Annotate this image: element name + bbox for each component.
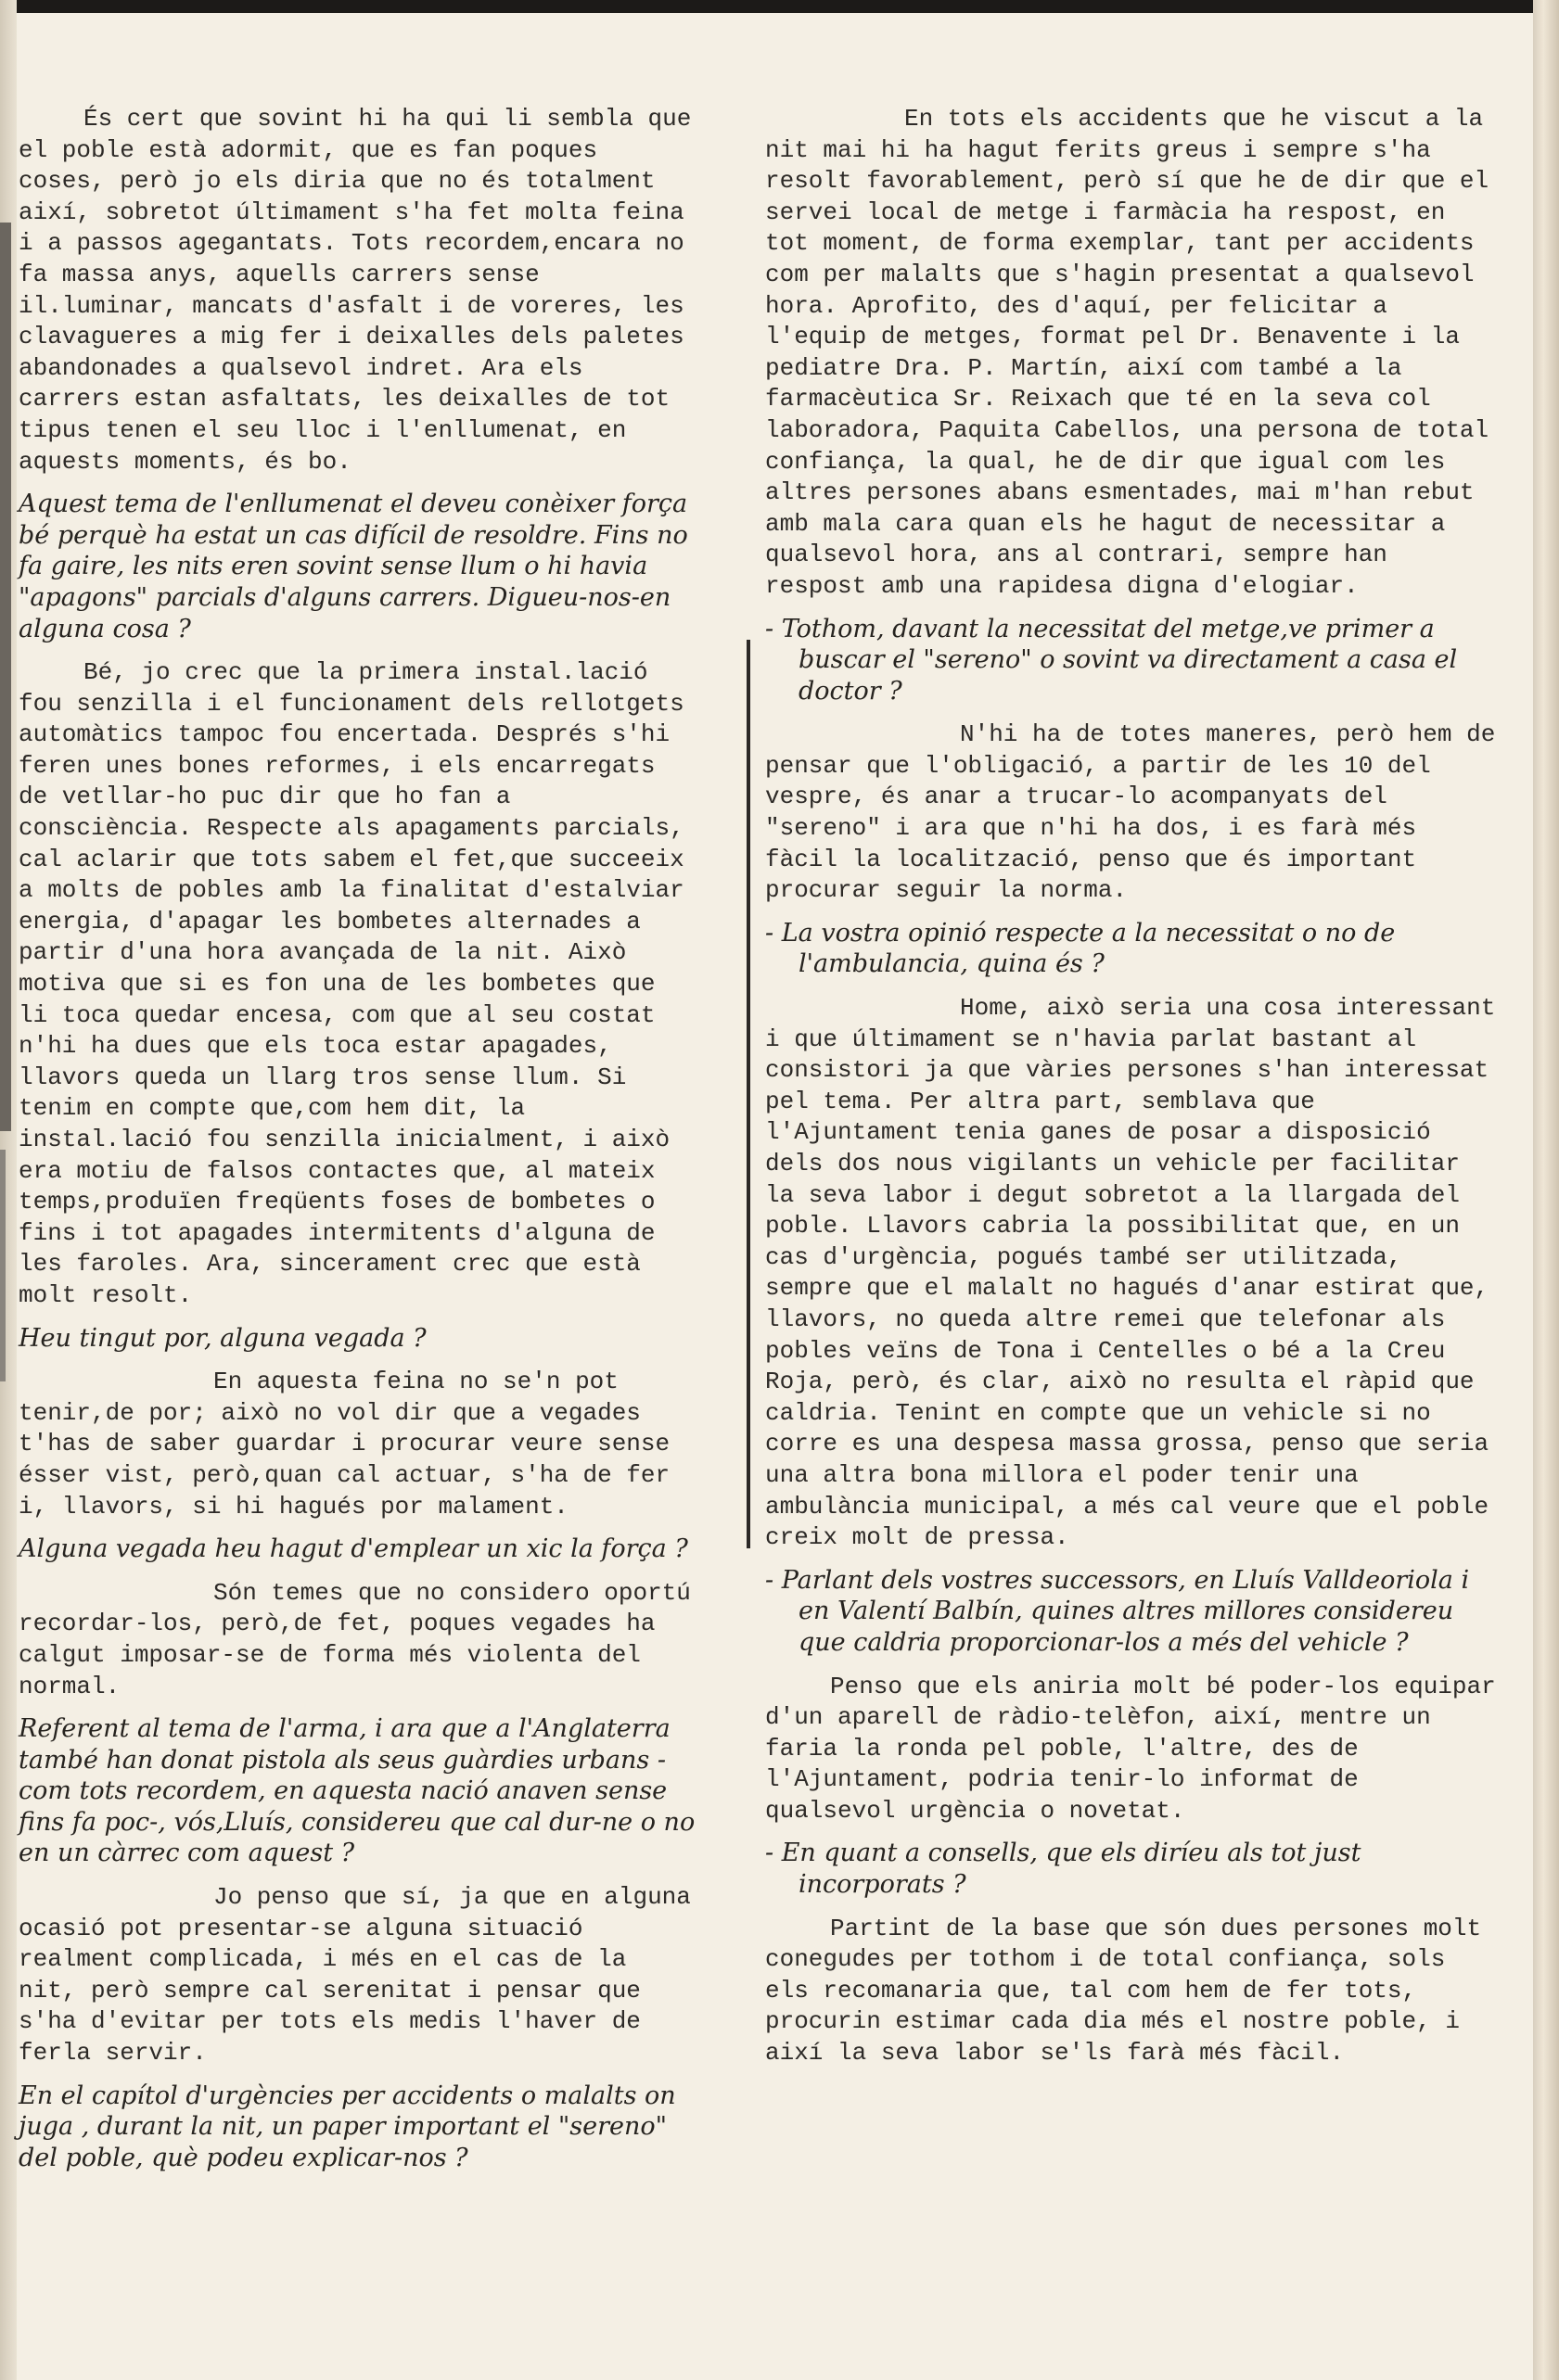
interview-question: Referent al tema de l'arma, i ara que a l'Anglaterra també han donat pistola als seus guàrdies urbans -com tots recordem, en aquesta nació anaven sense fins fa poc-, vós,Lluís, considereu que cal dur-ne o no en un càrrec com aquest ? (19, 1714, 696, 1868)
column-divider (747, 640, 750, 1548)
paragraph: En aquesta feina no se'n pot tenir,de por; això no vol dir que a vegades t'has de saber guardar i procurar veure sense ésser vist, però,quan cal actuar, s'ha de fer i, llavors, si hi hagués por malament. (19, 1368, 671, 1521)
paragraph: Són temes que no considero oportú recordar-los, però,de fet, poques vegades ha calgut imposar-se de forma més violenta del normal. (19, 1578, 691, 1700)
paragraph: Home, això seria una cosa interessant i que últimament se n'havia parlat bastant al consistori ja que vàries persones s'han interessat pel tema. Per altra part, semblava que l'Ajuntament tenia ganes de posar a disposició dels dos nous vigilants un vehicle per facilitar la seva labor i degut sobretot a la llargada del poble. Llavors cabria la possibilitat que, en un cas d'urgència, pogués també ser utilitzada, sempre que el malalt no hagués d'anar estirat que, llavors, no queda altre remei que telefonar als pobles veïns de Tona i Centelles o bé a la Creu Roja, però, és clar, això no resulta el ràpid que caldria. Tenint en compte que un vehicle si no corre es una despesa massa grossa, penso que seria una altra bona millora el poder tenir una ambulància municipal, a més cal veure que el poble creix molt de pressa. (765, 994, 1496, 1552)
paragraph: En tots els accidents que he viscut a la nit mai hi ha hagut ferits greus i sempre s'ha resolt favorablement, però sí que he de dir que el servei local de metge i farmàcia ha respost, en tot moment, de forma exemplar, tant per accidents com per malalts que s'hagin presentat a qualsevol hora. Aprofito, des d'aquí, per felicitar a l'equip de metges, format pel Dr. Benavente i la pediatre Dra. P. Martín, així com també a la farmacèutica Sr. Reixach que té en la seva col laboradora, Paquita Cabellos, una persona de total confiança, la qual, he de dir que igual com les altres persones abans esmentades, mai m'han rebut amb mala cara quan els he hagut de necessitar a qualsevol hora, ans al contrari, sempre han respost amb una rapidesa digna d'elogiar. (765, 105, 1489, 600)
spine-shadow (0, 223, 11, 1131)
interview-question: En el capítol d'urgències per accidents o malalts on juga , durant la nit, un paper important el "sereno" del poble, què podeu explicar-nos ? (19, 2081, 676, 2172)
interview-question: - Tothom, davant la necessitat del metge,ve primer a buscar el "sereno" o sovint va directament a casa el doctor ? (765, 614, 1458, 706)
paragraph: N'hi ha de totes maneres, però hem de pensar que l'obligació, a partir de les 10 del vespre, és anar a trucar-lo acompanyats del "sereno" i ara que n'hi ha dos, i es farà més fàcil la localització, penso que és important procurar seguir la norma. (765, 720, 1496, 905)
paragraph: Partint de la base que són dues persones molt conegudes per tothom i de total confiança, sols els recomanaria que, tal com hem de fer tots, procurin estimar cada dia més el nostre poble, i així la seva labor se'ls farà més fàcil. (765, 1914, 1482, 2068)
paragraph: Penso que els aniria molt bé poder-los equipar d'un aparell de ràdio-telèfon, així, mentre un faria la ronda pel poble, l'altre, des de l'Ajuntament, podria tenir-lo informat de qualsevol urgència o novetat. (765, 1672, 1496, 1825)
interview-question: Heu tingut por, alguna vegada ? (19, 1323, 427, 1353)
paragraph: És cert que sovint hi ha qui li sembla que el poble està adormit, que es fan poques coses, però jo els diria que no és totalment així, sobretot últimament s'ha fet molta feina i a passos agegantats. Tots recordem,encara no fa massa anys, aquells carrers sense il.luminar, mancats d'asfalt i de voreres, les clavagueres a mig fer i deixalles dels paletes abandonades a qualsevol indret. Ara els carrers estan asfaltats, les deixalles de tot tipus tenen el seu lloc i l'enllumenat, en aquests moments, és bo. (19, 105, 692, 476)
paragraph: Jo penso que sí, ja que en alguna ocasió pot presentar-se alguna situació realment complicada, i més en el cas de la nit, però sempre cal serenitat i pensar que s'ha d'evitar per tots els medis l'haver de ferla servir. (19, 1883, 691, 2068)
interview-question: - Parlant dels vostres successors, en Lluís Valldeoriola i en Valentí Balbín, quines altres millores considereu que caldria proporcionar-los a més del vehicle ? (765, 1565, 1470, 1657)
interview-question: Aquest tema de l'enllumenat el deveu conèixer força bé perquè ha estat un cas difícil de resoldre. Fins no fa gaire, les nits eren sovint sense llum o hi havia "apagons" parcials d'alguns carrers. Digueu-nos-en alguna cosa ? (19, 490, 688, 643)
interview-question: Alguna vegada heu hagut d'emplear un xic la força ? (19, 1534, 688, 1564)
interview-question: - En quant a consells, que els diríeu als tot just incorporats ? (765, 1839, 1361, 1900)
scan-top-edge (0, 0, 1559, 13)
paragraph: Bé, jo crec que la primera instal.lació fou senzilla i el funcionament dels rellotgets automàtics tampoc fou encertada. Després s'hi feren unes bones reformes, i els encarregats de vetllar-ho puc dir que ho fan a consciència. Respecte als apagaments parcials, cal aclarir que tots sabem el fet,que succeeix a molts de pobles amb la finalitat d'estalviar energia, d'apagar les bombetes alternades a partir d'una hora avançada de la nit. Això motiva que si es fon una de les bombetes que li toca quedar encesa, com que al seu costat n'hi ha dues que els toca estar apagades, llavors queda un llarg tros sense llum. Si tenim en compte que,com hem dit, la instal.lació fou senzilla inicialment, i això era motiu de falsos contactes que, al mateix temps,produïen freqüents foses de bombetes o fins i tot apagades intermitents d'alguna de les faroles. Ara, sincerament crec que està molt resolt. (19, 658, 684, 1309)
spine-shadow-lower (0, 1150, 6, 1381)
left-column (19, 104, 696, 2186)
page-right-edge (1533, 0, 1559, 2380)
right-column (765, 104, 1498, 2081)
interview-question: - La vostra opinió respecte a la necessitat o no de l'ambulancia, quina és ? (765, 918, 1396, 979)
